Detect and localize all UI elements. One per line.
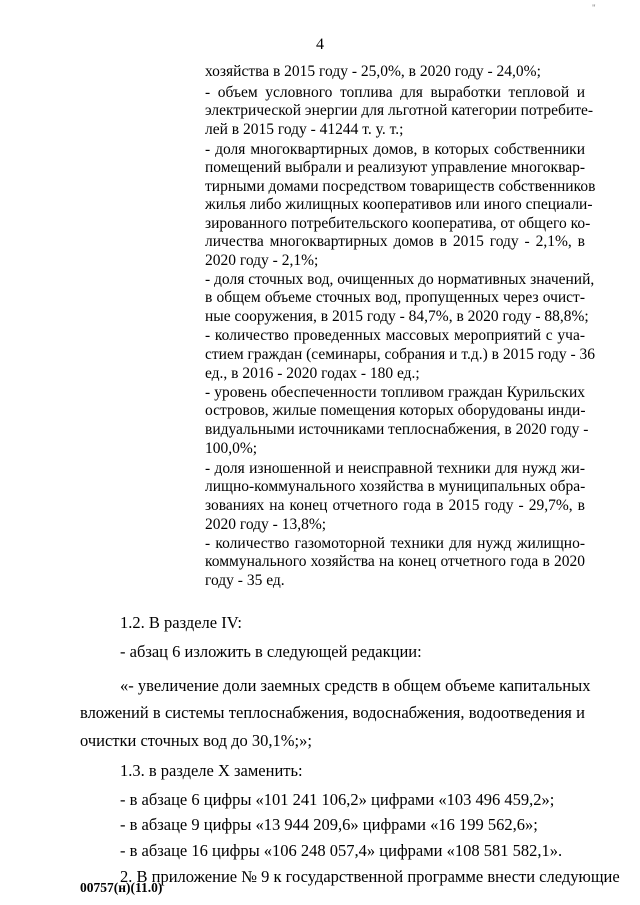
footer-code: 00757(н)(11.0) <box>80 880 163 895</box>
indicator-line: коммунального хозяйства на конец отчетного года в 2020 <box>205 553 585 570</box>
section-heading: 1.2. В разделе IV: <box>120 613 242 632</box>
indicator-line: зованиях на конец отчетного года в 2015 году - 29,7%, в <box>205 497 585 514</box>
indicator-line: 100,0%; <box>205 440 258 457</box>
body-line: - абзац 6 изложить в следующей редакции: <box>120 642 422 661</box>
indicator-line: - уровень обеспеченности топливом граждан Курильских <box>205 384 585 401</box>
indicator-line: - доля многоквартирных домов, в которых собственники <box>205 141 585 158</box>
indicator-line: ед., в 2016 - 2020 годах - 180 ед.; <box>205 365 420 382</box>
indicator-line: хозяйства в 2015 году - 25,0%, в 2020 году - 24,0%; <box>205 63 541 80</box>
indicator-line: тирными домами посредством товариществ собственников <box>205 178 596 195</box>
indicator-line: видуальными источниками теплоснабжения, в 2020 году - <box>205 421 589 438</box>
indicator-line: 2020 году - 13,8%; <box>205 516 327 533</box>
indicator-line: в общем объеме сточных вод, пропущенных через очист- <box>205 289 585 306</box>
indicator-line: 2020 году - 2,1%; <box>205 252 319 269</box>
body-line: - в абзаце 6 цифры «101 241 106,2» цифрами «103 496 459,2»; <box>120 790 555 809</box>
indicator-line: стием граждан (семинары, собрания и т.д.) в 2015 году - 36 <box>205 346 596 363</box>
section-heading: 1.3. в разделе X заменить: <box>120 761 303 780</box>
indicator-line: - количество проведенных массовых мероприятий с уча- <box>205 327 585 344</box>
indicator-line: - доля сточных вод, очищенных до нормативных значений, <box>205 271 595 288</box>
indicator-line: зированного потребительского кооператива, от общего ко- <box>205 215 591 232</box>
body-line: 2. В приложение № 9 к государственной программе внести следующие <box>120 867 620 886</box>
indicator-line: - доля изношенной и неисправной техники для нужд жи- <box>205 460 585 477</box>
indicator-line: жилья либо жилищных кооперативов или иного специали- <box>205 196 593 213</box>
indicator-line: личества многоквартирных домов в 2015 году - 2,1%, в <box>205 233 585 250</box>
quoted-paragraph: вложений в системы теплоснабжения, водоснабжения, водоотведения и <box>80 703 585 722</box>
indicator-line: лей в 2015 году - 41244 т. у. т.; <box>205 121 404 138</box>
indicator-line: электрической энергии для льготной категории потребите- <box>205 102 594 119</box>
indicator-line: - количество газомоторной техники для нужд жилищно- <box>205 535 585 552</box>
indicator-line: помещений выбрали и реализуют управление многоквар- <box>205 159 585 176</box>
indicator-line: лищно-коммунального хозяйства в муниципальных обра- <box>205 478 586 495</box>
quoted-paragraph: очистки сточных вод до 30,1%;»; <box>80 731 312 750</box>
page-number: 4 <box>316 36 324 53</box>
body-line: - в абзаце 9 цифры «13 944 209,6» цифрами «16 199 562,6»; <box>120 815 538 834</box>
indicator-line: - объем условного топлива для выработки тепловой и <box>205 84 585 101</box>
indicator-line: островов, жилые помещения которых оборудованы инди- <box>205 402 586 419</box>
indicator-line: ные сооружения, в 2015 году - 84,7%, в 2020 году - 88,8%; <box>205 308 589 325</box>
body-line: - в абзаце 16 цифры «106 248 057,4» цифрами «108 581 582,1». <box>120 841 563 860</box>
corner-mark: " <box>592 3 596 13</box>
indicator-line: году - 35 ед. <box>205 572 285 589</box>
quoted-paragraph: «- увеличение доли заемных средств в общем объеме капитальных <box>120 676 591 695</box>
